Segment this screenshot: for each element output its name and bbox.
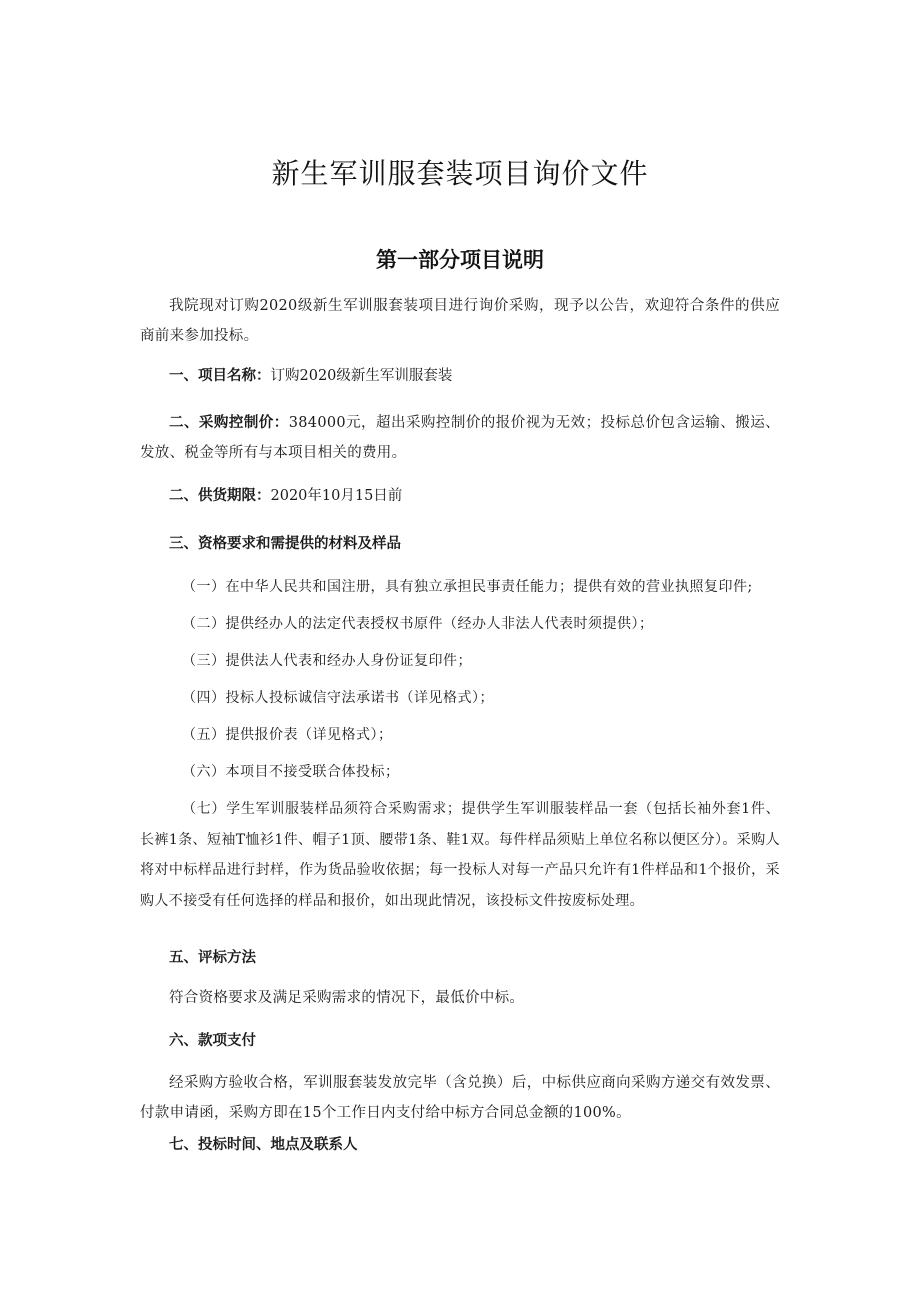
section-heading-evaluation: 五、评标方法	[169, 950, 256, 966]
requirement-item-samples: （七）学生军训服装样品须符合采购需求；提供学生军训服装样品一套（包括长袖外套1件、长裤1条、短袖T恤衫1件、帽子1顶、腰带1条、鞋1双。每件样品须贴上单位名称以便区分）。采购人将对中标样品进行封样，作为货品验收依据；每一投标人对每一产品只允许有1件样品和1个报价，采购人不接受有任何选择的样品和报价，如出现此情况，该投标文件按废标处理。	[140, 801, 780, 909]
item-project-name	[140, 361, 780, 391]
section-heading-qualifications: 三、资格要求和需提供的材料及样品	[169, 536, 401, 552]
requirement-item: （三）提供法人代表和经办人身份证复印件；	[182, 653, 472, 669]
evaluation-text: 符合资格要求及满足采购需求的情况下，最低价中标。	[169, 990, 525, 1006]
item-value: 订购2020级新生军训服套装	[270, 368, 453, 384]
item-label: 一、项目名称：	[169, 368, 271, 384]
part-title: 第一部分项目说明	[376, 248, 544, 272]
requirement-item: （二）提供经办人的法定代表授权书原件（经办人非法人代表时须提供）；	[182, 616, 654, 632]
document-title: 新生军训服套装项目询价文件	[271, 157, 649, 190]
requirement-item: （四）投标人投标诚信守法承诺书（详见格式）；	[182, 690, 494, 706]
item-value: 384000元，超出采购控制价的报价视为无效；投标总价包含运输、搬运、发放、税金等所有与本项目相关的费用。	[140, 415, 780, 461]
intro-paragraph: 我院现对订购2020级新生军训服套装项目进行询价采购，现予以公告，欢迎符合条件的供应商前来参加投标。	[140, 298, 780, 344]
payment-text: 经采购方验收合格，军训服套装发放完毕（含兑换）后，中标供应商向采购方递交有效发票、付款申请函，采购方即在15个工作日内支付给中标方合同总金额的100%。	[140, 1075, 780, 1121]
requirement-item: （一）在中华人民共和国注册，具有独立承担民事责任能力；提供有效的营业执照复印件;	[182, 579, 753, 595]
item-delivery-period	[140, 481, 780, 511]
section-heading-payment: 六、款项支付	[169, 1033, 256, 1049]
section-heading-bid-time-location: 七、投标时间、地点及联系人	[169, 1137, 358, 1153]
item-label: 二、采购控制价：	[169, 415, 289, 431]
requirement-item: （五）提供报价表（详见格式）；	[182, 727, 393, 743]
item-label: 二、供货期限：	[169, 488, 271, 504]
requirement-item: （六）本项目不接受联合体投标；	[182, 764, 400, 780]
item-value: 2020年10月15日前	[270, 488, 403, 504]
item-price-control	[140, 408, 780, 468]
